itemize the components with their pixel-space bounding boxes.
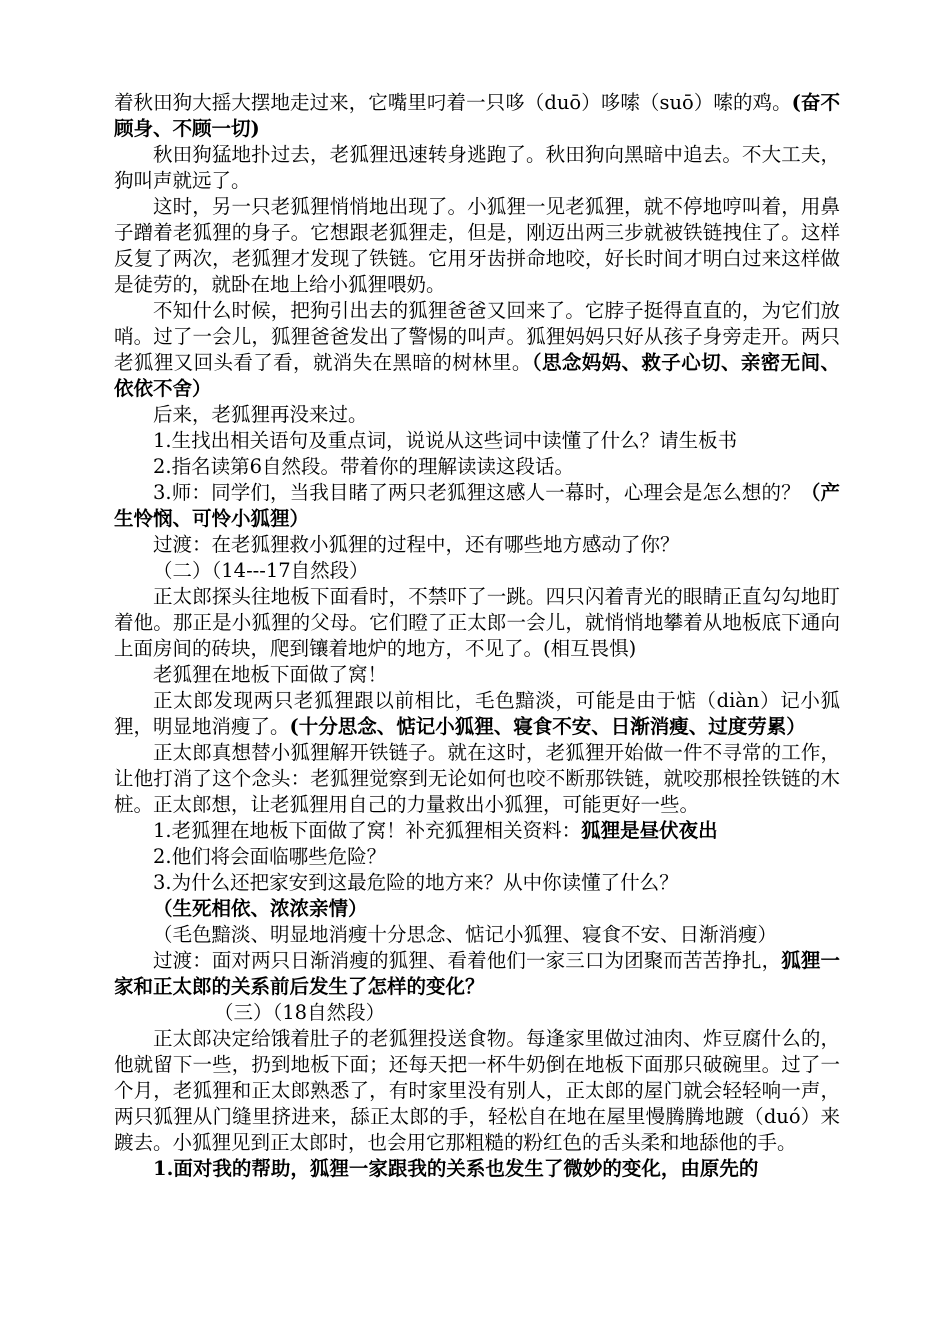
paragraph [114, 194, 840, 298]
bold-text-run: (十分思念、惦记小狐狸、寝食不安、日渐消瘦、过度劳累） [289, 715, 806, 738]
text-run: 正太郎探头往地板下面看时，不禁吓了一跳。四只闪着青光的眼睛正直勾勾地盯着他。那正是小狐狸的父母。它们瞪了正太郎一会儿，就悄悄地攀着从地板底下通向上面房间的砖块，爬到镶着地炉的地方，不见了。(相互畏惧) [114, 585, 840, 660]
paragraph [114, 1000, 840, 1026]
text-run: 着秋田狗大摇大摆地走过来，它嘴里叼着一只哆（duō）哆嗦（suō）嗦的鸡。 [114, 91, 792, 114]
bold-text-run: （生死相依、浓浓亲情） [153, 897, 368, 920]
paragraph [114, 402, 840, 428]
paragraph [114, 740, 840, 818]
text-run: 正太郎真想替小狐狸解开铁链子。就在这时，老狐狸开始做一件不寻常的工作，让他打消了这个念头：老狐狸觉察到无论如何也咬不断那铁链，就咬那根拴铁链的木桩。正太郎想，让老狐狸用自己的力量救出小狐狸，可能更好一些。 [114, 741, 840, 816]
paragraph [114, 662, 840, 688]
paragraph [114, 1026, 840, 1156]
paragraph [114, 428, 840, 454]
text-run: 秋田狗猛地扑过去，老狐狸迅速转身逃跑了。秋田狗向黑暗中追去。不大工夫，狗叫声就远了。 [114, 143, 840, 192]
text-run: 过渡：面对两只日渐消瘦的狐狸、看着他们一家三口为团聚而苦苦挣扎， [153, 949, 782, 972]
paragraph [114, 454, 840, 480]
bold-text-run: 1.面对我的帮助，狐狸一家跟我的关系也发生了微妙的变化，由原先的 [153, 1157, 759, 1180]
paragraph [114, 90, 840, 142]
text-run: 2.指名读第6自然段。带着你的理解读读这段话。 [153, 455, 575, 478]
paragraph [114, 948, 840, 1000]
text-run: 1.老狐狸在地板下面做了窝！补充狐狸相关资料： [153, 819, 582, 842]
text-run: 正太郎发现两只老狐狸跟以前相比，毛色黯淡，可能是由于惦（diàn）记小狐狸，明显地消瘦了。 [114, 689, 840, 738]
paragraph [114, 896, 840, 922]
text-run: （二）（14---17自然段） [153, 559, 369, 582]
paragraph [114, 1156, 840, 1182]
bold-text-run: （思念妈妈、救子心切、亲密无间、依依不舍） [114, 351, 840, 400]
bold-text-run: 狐狸一家和正太郎的关系前后发生了怎样的变化？ [114, 949, 840, 998]
paragraph [114, 142, 840, 194]
paragraph [114, 532, 840, 558]
text-run: 过渡：在老狐狸救小狐狸的过程中，还有哪些地方感动了你？ [153, 533, 680, 556]
paragraph [114, 558, 840, 584]
text-run: 后来，老狐狸再没来过。 [153, 403, 368, 426]
text-run: 2.他们将会面临哪些危险？ [153, 845, 387, 868]
text-run: 这时，另一只老狐狸悄悄地出现了。小狐狸一见老狐狸，就不停地哼叫着，用鼻子蹭着老狐狸的身子。它想跟老狐狸走，但是，刚迈出两三步就被铁链拽住了。这样反复了两次，老狐狸才发现了铁链。它用牙齿拼命地咬，好长时间才明白过来这样做是徒劳的，就卧在地上给小狐狸喂奶。 [114, 195, 840, 296]
text-run: 正太郎决定给饿着肚子的老狐狸投送食物。每逢家里做过油肉、炸豆腐什么的，他就留下一些，扔到地板下面；还每天把一杯牛奶倒在地板下面那只破碗里。过了一个月，老狐狸和正太郎熟悉了，有时家里没有别人，正太郎的屋门就会轻轻响一声，两只狐狸从门缝里挤进来，舔正太郎的手，轻松自在地在屋里慢腾腾地踱（duó）来踱去。小狐狸见到正太郎时，也会用它那粗糙的粉红色的舌头柔和地舔他的手。 [114, 1027, 840, 1154]
text-run: 1.生找出相关语句及重点词，说说从这些词中读懂了什么？请生板书 [153, 429, 738, 452]
paragraph [114, 870, 840, 896]
text-run: 3.师：同学们，当我目睹了两只老狐狸这感人一幕时，心理会是怎么想的？ [153, 481, 801, 504]
paragraph [114, 298, 840, 402]
paragraph [114, 922, 840, 948]
paragraph [114, 844, 840, 870]
text-run: （三）（18自然段） [214, 1001, 386, 1024]
paragraph [114, 584, 840, 662]
text-run: 不知什么时候，把狗引出去的狐狸爸爸又回来了。它脖子挺得直直的，为它们放哨。过了一会儿，狐狸爸爸发出了警惕的叫声。狐狸妈妈只好从孩子身旁走开。两只老狐狸又回头看了看，就消失在黑暗的树林里。 [114, 299, 840, 374]
paragraph [114, 480, 840, 532]
paragraph [114, 818, 840, 844]
text-run: （毛色黯淡、明显地消瘦十分思念、惦记小狐狸、寝食不安、日渐消瘦） [153, 923, 778, 946]
bold-text-run: （产生怜悯、可怜小狐狸） [114, 481, 840, 530]
text-run: 3.为什么还把家安到这最危险的地方来？从中你读懂了什么？ [153, 871, 679, 894]
bold-text-run: 狐狸是昼伏夜出 [581, 819, 718, 842]
paragraph [114, 688, 840, 740]
document-body [114, 90, 840, 1182]
bold-text-run: (奋不顾身、不顾一切) [114, 91, 840, 140]
text-run: 老狐狸在地板下面做了窝！ [153, 663, 388, 686]
